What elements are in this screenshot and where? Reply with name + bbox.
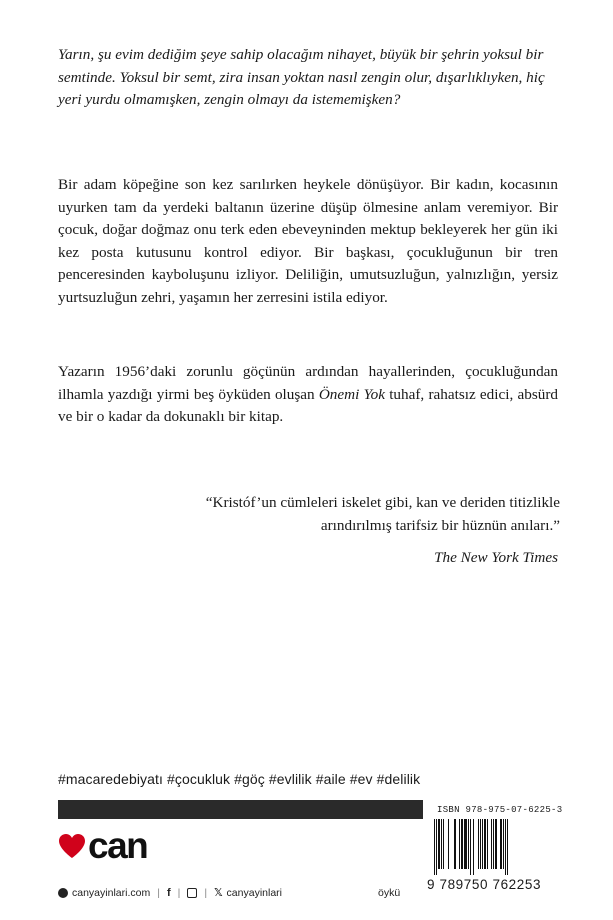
hashtags: #macaredebiyatı #çocukluk #göç #evlilik #aile #ev #delilik [58,771,421,787]
barcode-bar [454,819,456,869]
barcode-digits: 9 789750 762253 [427,877,542,892]
barcode-bar [438,819,440,869]
quote-line-1: “Kristóf’un cümleleri iskelet gibi, kan ve deriden titizlikle [205,494,560,511]
barcode-bar [507,819,508,875]
barcode-bar [443,819,444,869]
genre-label: öykü [378,887,401,899]
barcode-bar [503,819,504,869]
divider: | [157,887,160,899]
barcode-bar [459,819,460,869]
social-handle[interactable]: canyayinlari [226,887,282,899]
website-link[interactable]: canyayinlari.com [72,887,151,899]
x-icon[interactable]: 𝕏 [214,887,223,899]
quote-source: The New York Times [434,549,558,566]
epigraph: Yarın, şu evim dediğim şeye sahip olacağım nihayet, büyük bir şehrin yoksul bir semtinde. Yoksul bir semt, zira insan yoktan nasıl zengin olur, dışarlıklıyken, hiç yeri yurdu olmamışken, zengin olmayı da istememişken? [58,46,545,109]
globe-icon [58,888,68,898]
description-paragraph-1: Bir adam köpeğine son kez sarılırken heykele dönüşüyor. Bir kadın, kocasının uyurken tam da yerdeki baltanın üzerine düşüp ölmesine anlam veremiyor. Bir çocuk, doğar doğmaz onu terk eden ebeveyninden mektup bekleyerek her gün iki kez posta kutusunu kontrol ediyor. Bir başkası, çocukluğunun bir tren penceresinden kayboluşunu izliyor. Deliliğin, umutsuzluğun, yalnızlığın, yersiz yurtsuzluğun zehri, yaşamın her zerresini istila ediyor. [58,176,558,306]
book-title-inline: Önemi Yok [318,385,385,403]
barcode-bar [493,819,494,869]
barcode-bar [473,819,474,875]
paragraph-2-before: Yazarın 1956’daki zorunlu göçünün ardından hayallerinden, çocukluğundan ilhamla yazdığı yirmi beş öyküden oluşan [58,363,558,403]
barcode-bar [484,819,486,869]
review-quote [100,491,560,537]
barcode-bar [436,819,437,875]
barcode-bar [500,819,502,869]
barcode-bar [491,819,492,869]
decorative-bar [58,800,423,819]
barcode-bar [480,819,481,869]
barcode-bar [470,819,471,875]
barcode-bar [482,819,483,869]
heart-icon [58,833,86,859]
barcode-bar [434,819,435,875]
isbn-label: ISBN 978-975-07-6225-3 [437,805,563,815]
divider: | [177,887,181,899]
barcode-bar [468,819,469,869]
barcode-bar [464,819,467,869]
publisher-links [58,887,282,899]
instagram-icon[interactable] [187,888,197,898]
publisher-logo [58,826,147,866]
barcode-bar [487,819,488,869]
logo-text: can [88,825,148,866]
barcode-icon [432,819,552,877]
barcode-bar [441,819,442,869]
description-paragraph-2 [58,361,558,429]
facebook-icon[interactable]: f [166,887,171,899]
divider: | [204,887,208,899]
barcode-bar [505,819,506,875]
barcode-bar [478,819,479,869]
barcode-bar [448,819,449,869]
paragraph-2-after: tuhaf, rahatsız edici, absürd ve bir o kadar da dokunaklı bir kitap. [58,385,558,426]
quote-line-2: arındırılmış tarifsiz bir hüznün anıları.” [320,517,560,534]
barcode-bar [495,819,497,869]
barcode-bar [461,819,463,869]
